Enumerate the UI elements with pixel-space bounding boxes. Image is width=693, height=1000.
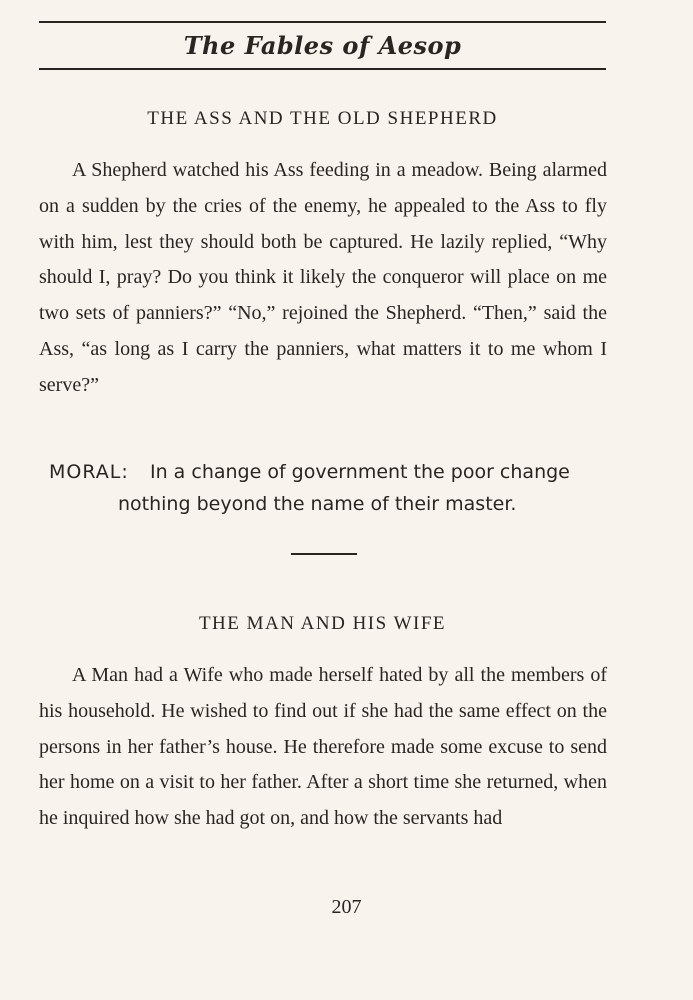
moral-label: MORAL: <box>49 461 129 483</box>
moral-text-line-2: nothing beyond the name of their master. <box>118 493 517 515</box>
page-number: 207 <box>331 896 362 918</box>
fable-text: A Shepherd watched his Ass feeding in a meadow. Being alarmed on a sudden by the cries of the enemy, he appealed to the Ass to fly with him, lest they should both be captured. He lazily replied, “Why should I, pray? Do you think it likely the conqueror will place on me two sets of panniers?” “No,” rejoined the Shepherd. “Then,” said the Ass, “as long as I carry the panniers, what matters it to me whom I serve?” <box>39 159 607 396</box>
section-divider <box>291 553 357 555</box>
running-head: The Fables of Aesop <box>183 31 462 60</box>
fable-text: A Man had a Wife who made herself hated by all the members of his household. He wished to find out if she had the same effect on the persons in her father’s house. He therefore made some excuse to send her home on a visit to her father. After a short time she returned, when he inquired how she had got on, and how the servants had <box>39 664 607 830</box>
header-top-rule <box>39 21 606 23</box>
fable-title: THE ASS AND THE OLD SHEPHERD <box>147 108 498 129</box>
moral-text-line-1: In a change of government the poor change <box>150 461 570 483</box>
moral <box>49 456 609 520</box>
header-bottom-rule <box>39 68 606 70</box>
fable-title: THE MAN AND HIS WIFE <box>198 613 447 634</box>
